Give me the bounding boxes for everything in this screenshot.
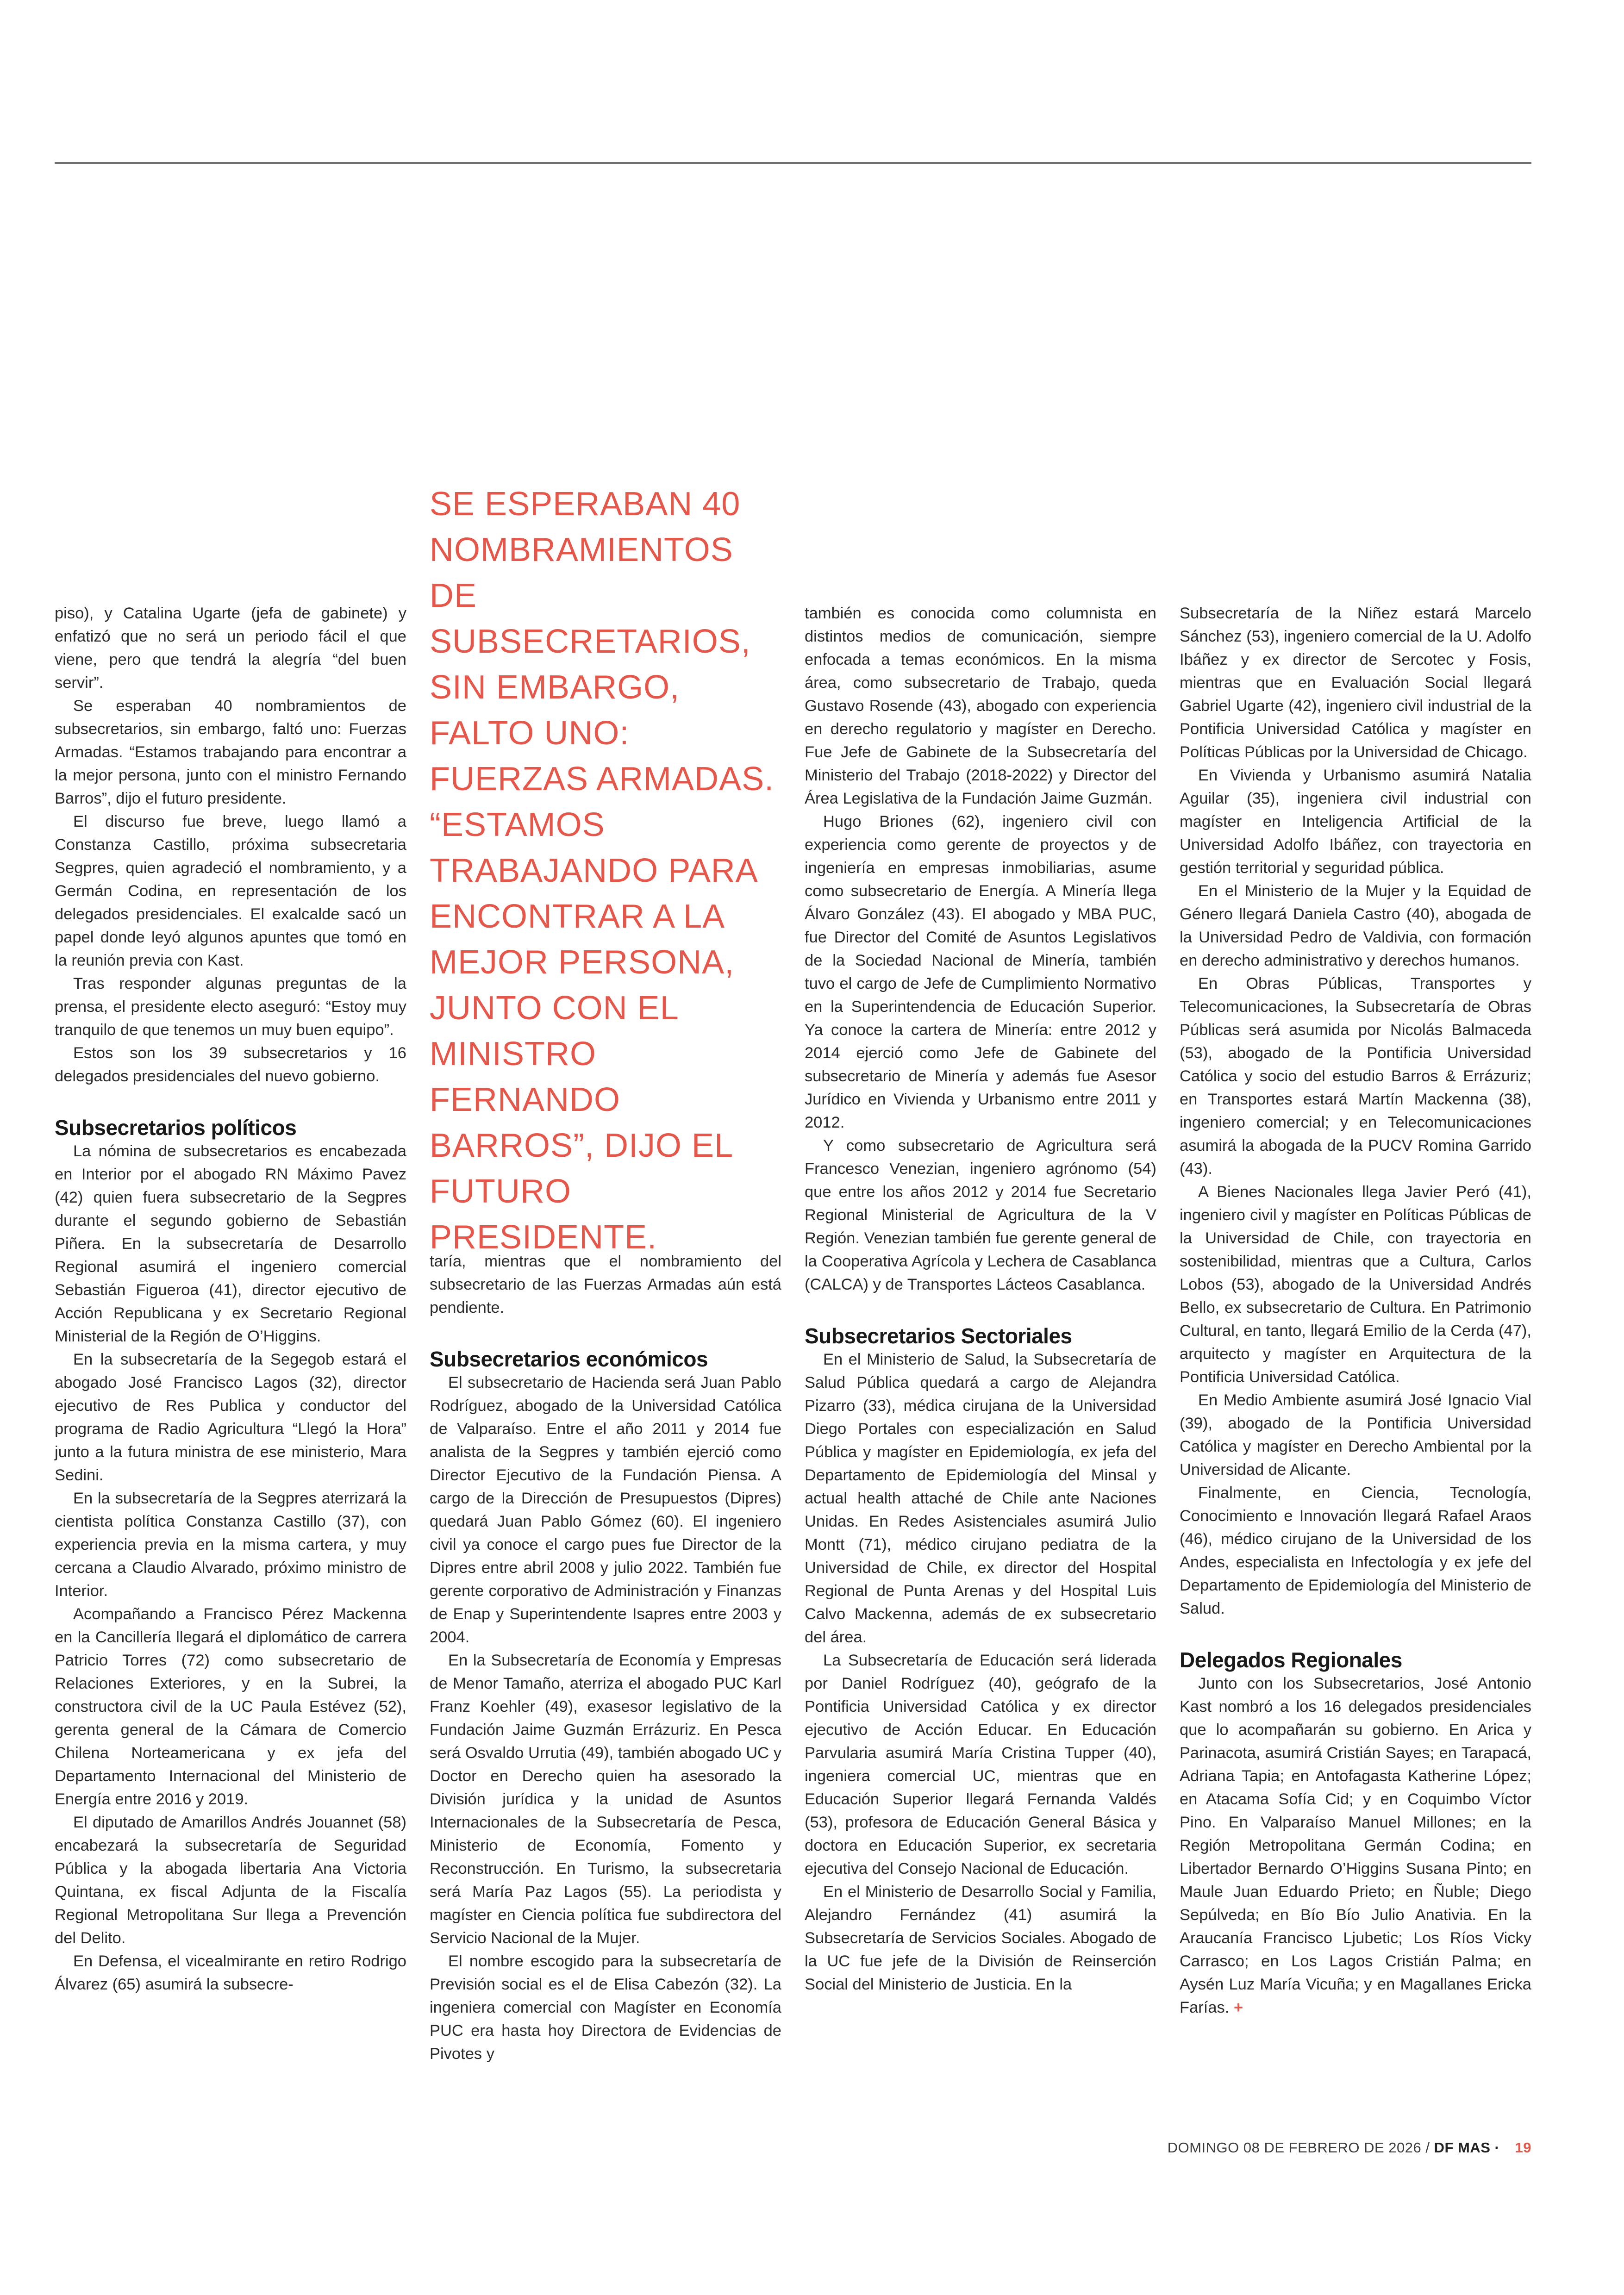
paragraph: En Vivienda y Urbanismo asumirá Natalia Aguilar (35), ingeniera civil industrial con magíster en Inteligencia Artificial de la Universidad Adolfo Ibáñez, con trayectoria en gestión territorial y seguridad pública.: [1180, 767, 1531, 877]
section-heading-economic: Subsecretarios económicos: [430, 1347, 708, 1371]
paragraph: A Bienes Nacionales llega Javier Peró (41), ingeniero civil y magíster en Políticas Públicas de la Universidad de Chile, con trayectoria en sostenibilidad, mientras que a Cultura, Carlos Lobos (53), abogado de la Universidad Andrés Bello, ex subsecretario de Cultura. En Patrimonio Cultural, en tanto, llegará Emilio de la Cerda (47), arquitecto y magíster en Arquitectura de la Pontificia Universidad Católica.: [1180, 1183, 1531, 1386]
page-footer: [1143, 2139, 1531, 2156]
article-column-2: [430, 1250, 781, 2065]
footer-date: DOMINGO 08 DE FEBRERO DE 2026 /: [1167, 2139, 1430, 2156]
paragraph: La nómina de subsecretarios es encabezada en Interior por el abogado RN Máximo Pavez (42) quien fuera subsecretario de la Segpres durante el segundo gobierno de Sebastián Piñera. En la subsecretaría de Desarrollo Regional asumirá el ingeniero comercial Sebastián Figueroa (41), director ejecutivo de Acción Republicana y ex Secretario Regional Ministerial de la Región de O’Higgins.: [55, 1142, 406, 1345]
paragraph: En la subsecretaría de la Segegob estará el abogado José Francisco Lagos (32), director ejecutivo de Res Publica y conductor del programa de Radio Agricultura “Llegó la Hora” junto a la futura ministra de ese ministerio, Mara Sedini.: [55, 1351, 406, 1484]
paragraph: Hugo Briones (62), ingeniero civil con experiencia como gerente de proyectos y de ingeniería en empresas inmobiliarias, asume como subsecretario de Energía. A Minería llega Álvaro González (43). El abogado y MBA PUC, fue Director del Comité de Asuntos Legislativos de la Sociedad Nacional de Minería, también tuvo el cargo de Jefe de Cumplimiento Normativo en la Superintendencia de Educación Superior. Ya conoce la cartera de Minería: entre 2012 y 2014 ejerció como Jefe de Gabinete del subsecretario de Minería y además fue Asesor Jurídico en Vivienda y Urbanismo entre 2011 y 2012.: [805, 813, 1156, 1131]
section-heading-regional: Delegados Regionales: [1180, 1648, 1402, 1672]
paragraph: Se esperaban 40 nombramientos de subsecretarios, sin embargo, faltó uno: Fuerzas Armadas. “Estamos trabajando para encontrar a la mejor persona, junto con el ministro Fernando Barros”, dijo el futuro presidente.: [55, 697, 406, 807]
paragraph: En la subsecretaría de la Segpres aterrizará la cientista política Constanza Castillo (37), con experiencia previa en la misma cartera, y muy cercana a Claudio Alvarado, próximo ministro de Interior.: [55, 1490, 406, 1600]
paragraph: En Obras Públicas, Transportes y Telecomunicaciones, la Subsecretaría de Obras Públicas será asumida por Nicolás Balmaceda (53), abogado de la Pontificia Universidad Católica y socio del estudio Barros & Errázuriz; en Transportes estará Martín Mackenna (38), ingeniero comercial; y en Telecomunicaciones asumirá la abogada de la PUCV Romina Garrido (43).: [1180, 975, 1531, 1178]
paragraph: Tras responder algunas preguntas de la prensa, el presidente electo aseguró: “Estoy muy tranquilo de que tenemos un muy buen equipo”.: [55, 975, 406, 1039]
paragraph: En el Ministerio de Salud, la Subsecretaría de Salud Pública quedará a cargo de Alejandra Pizarro (33), médica cirujana de la Universidad Diego Portales con especialización en Salud Pública y magíster en Epidemiología, ex jefa del Departamento de Epidemiología del Minsal y actual health attaché de Chile ante Naciones Unidas. En Redes Asistenciales asumirá Julio Montt (71), médico cirujano pediatra de la Universidad de Chile, ex director del Hospital Regional de Punta Arenas y del Hospital Luis Calvo Mackenna, además de ex subsecretario del área.: [805, 1351, 1156, 1646]
article-column-3: [805, 602, 1156, 1996]
paragraph: Y como subsecretario de Agricultura será Francesco Venezian, ingeniero agrónomo (54) que entre los años 2012 y 2014 fue Secretario Regional Ministerial de Agricultura de la V Región. Venezian también fue gerente general de la Cooperativa Agrícola y Lechera de Casablanca (CALCA) y de Transportes Lácteos Casablanca.: [805, 1137, 1156, 1293]
paragraph: Acompañando a Francisco Pérez Mackenna en la Cancillería llegará el diplomático de carrera Patricio Torres (72) como subsecretario de Relaciones Exteriores, y en la Subrei, la constructora civil de la UC Paula Estévez (52), gerenta general de la Cámara de Comercio Chilena Norteamericana y ex jefa del Departamento Internacional del Ministerio de Energía entre 2016 y 2019.: [55, 1605, 406, 1808]
paragraph-text: Junto con los Subsecretarios, José Antonio Kast nombró a los 16 delegados presidenciales que lo acompañarán su gobierno. En Arica y Parinacota, asumirá Cristián Sayes; en Tarapacá, Adriana Tapia; en Antofagasta Katherine López; en Atacama Sofía Cid; y en Coquimbo Víctor Pino. En Valparaíso Manuel Millones; en la Región Metropolitana Germán Codina; en Libertador Bernardo O’Higgins Susana Pinto; en Maule Juan Eduardo Prieto; en Ñuble; Diego Sepúlveda; en Bío Bío Julio Anativia. En la Araucanía Francisco Ljubetic; Los Ríos Vicky Carrasco; en Los Lagos Cristián Palma; en Aysén Luz María Vicuña; y en Magallanes Ericka Farías.: [1180, 1675, 1531, 2016]
paragraph: también es conocida como columnista en distintos medios de comunicación, siempre enfocada a temas económicos. En la misma área, como subsecretario de Trabajo, queda Gustavo Rosende (43), abogado con experiencia en derecho regulatorio y magíster en Derecho. Fue Jefe de Gabinete de la Subsecretaría del Ministerio del Trabajo (2018-2022) y Director del Área Legislativa de la Fundación Jaime Guzmán.: [805, 605, 1156, 807]
article-column-1: [55, 602, 406, 1996]
paragraph: En Defensa, el vicealmirante en retiro Rodrigo Álvarez (65) asumirá la subsecre-: [55, 1952, 406, 1993]
paragraph: La Subsecretaría de Educación será liderada por Daniel Rodríguez (40), geógrafo de la Pontificia Universidad Católica y ex director ejecutivo de Acción Educar. En Educación Parvularia asumirá María Cristina Tupper (40), ingeniera comercial UC, mientras que en Educación Superior llegará Fernanda Valdés (53), profesora de Educación General Básica y doctora en Educación Superior, ex secretaria ejecutiva del Consejo Nacional de Educación.: [805, 1652, 1156, 1877]
section-heading-sectoral: Subsecretarios Sectoriales: [805, 1324, 1072, 1348]
paragraph: Finalmente, en Ciencia, Tecnología, Conocimiento e Innovación llegará Rafael Araos (46), médico cirujano de la Universidad de los Andes, especialista en Infectología y ex jefe del Departamento de Epidemiología del Ministerio de Salud.: [1180, 1484, 1531, 1617]
paragraph: El discurso fue breve, luego llamó a Constanza Castillo, próxima subsecretaria Segpres, quien agradeció el nombramiento, y a Germán Codina, en representación de los delegados presidenciales. El exalcalde sacó un papel donde leyó algunos apuntes que tomó en la reunión previa con Kast.: [55, 813, 406, 969]
paragraph: taría, mientras que el nombramiento del subsecretario de las Fuerzas Armadas aún está pendiente.: [430, 1253, 781, 1316]
page-number: 19: [1515, 2139, 1531, 2156]
pull-quote: SE ESPERABAN 40 NOMBRAMIENTOS DE SUBSECRETARIOS, SIN EMBARGO, FALTO UNO: FUERZAS ARMADAS. “ESTAMOS TRABAJANDO PARA ENCONTRAR A LA MEJOR PERSONA, JUNTO CON EL MINISTRO FERNANDO BARROS”, DIJO EL FUTURO PRESIDENTE.: [430, 486, 775, 1256]
top-divider-line: [55, 162, 1531, 164]
article-column-4: [1180, 602, 1531, 2019]
paragraph: Estos son los 39 subsecretarios y 16 delegados presidenciales del nuevo gobierno.: [55, 1044, 406, 1085]
paragraph: El nombre escogido para la subsecretaría de Previsión social es el de Elisa Cabezón (32). La ingeniera comercial con Magíster en Economía PUC era hasta hoy Directora de Evidencias de Pivotes y: [430, 1952, 781, 2063]
paragraph: El subsecretario de Hacienda será Juan Pablo Rodríguez, abogado de la Universidad Católica de Valparaíso. Entre el año 2011 y 2014 fue analista de la Segpres y también ejerció como Director Ejecutivo de la Fundación Piensa. A cargo de la Dirección de Presupuestos (Dipres) quedará Juan Pablo Gómez (60). El ingeniero civil ya conoce el cargo pues fue Director de la Dipres entre abril 2008 y julio 2022. También fue gerente corporativo de Administración y Finanzas de Enap y Superintendente Isapres entre 2003 y 2004.: [430, 1374, 781, 1646]
footer-publication: DF MAS ·: [1434, 2139, 1500, 2156]
end-of-article-mark: +: [1233, 1999, 1243, 2016]
paragraph: En la Subsecretaría de Economía y Empresas de Menor Tamaño, aterriza el abogado PUC Karl Franz Koehler (49), exasesor legislativo de la Fundación Jaime Guzmán Errázuriz. En Pesca será Osvaldo Urrutia (49), también abogado UC y Doctor en Derecho quien ha asesorado la División jurídica y la unidad de Asuntos Internacionales de la Subsecretaría de Pesca, Ministerio de Economía, Fomento y Reconstrucción. En Turismo, la subsecretaria será María Paz Lagos (55). La periodista y magíster en Ciencia política fue subdirectora del Servicio Nacional de la Mujer.: [430, 1652, 781, 1947]
paragraph: En Medio Ambiente asumirá José Ignacio Vial (39), abogado de la Pontificia Universidad Católica y magíster en Derecho Ambiental por la Universidad de Alicante.: [1180, 1391, 1531, 1478]
paragraph: Subsecretaría de la Niñez estará Marcelo Sánchez (53), ingeniero comercial de la U. Adolfo Ibáñez y ex director de Sercotec y Fosis, mientras que en Evaluación Social llegará Gabriel Ugarte (42), ingeniero civil industrial de la Pontificia Universidad Católica y magíster en Políticas Públicas por la Universidad de Chicago.: [1180, 605, 1531, 761]
section-heading-political: Subsecretarios políticos: [55, 1116, 297, 1140]
paragraph: [1180, 1672, 1531, 2019]
paragraph: piso), y Catalina Ugarte (jefa de gabinete) y enfatizó que no será un periodo fácil el que viene, pero que tendrá la alegría “del buen servir”.: [55, 605, 406, 692]
paragraph: El diputado de Amarillos Andrés Jouannet (58) encabezará la subsecretaría de Seguridad Pública y la abogada libertaria Ana Victoria Quintana, ex fiscal Adjunta de la Fiscalía Regional Metropolitana Sur llega a Prevención del Delito.: [55, 1814, 406, 1947]
paragraph: En el Ministerio de Desarrollo Social y Familia, Alejandro Fernández (41) asumirá la Subsecretaría de Servicios Sociales. Abogado de la UC fue jefe de la División de Reinserción Social del Ministerio de Justicia. En la: [805, 1883, 1156, 1993]
paragraph: En el Ministerio de la Mujer y la Equidad de Género llegará Daniela Castro (40), abogada de la Universidad Pedro de Valdivia, con formación en derecho administrativo y derechos humanos.: [1180, 882, 1531, 969]
